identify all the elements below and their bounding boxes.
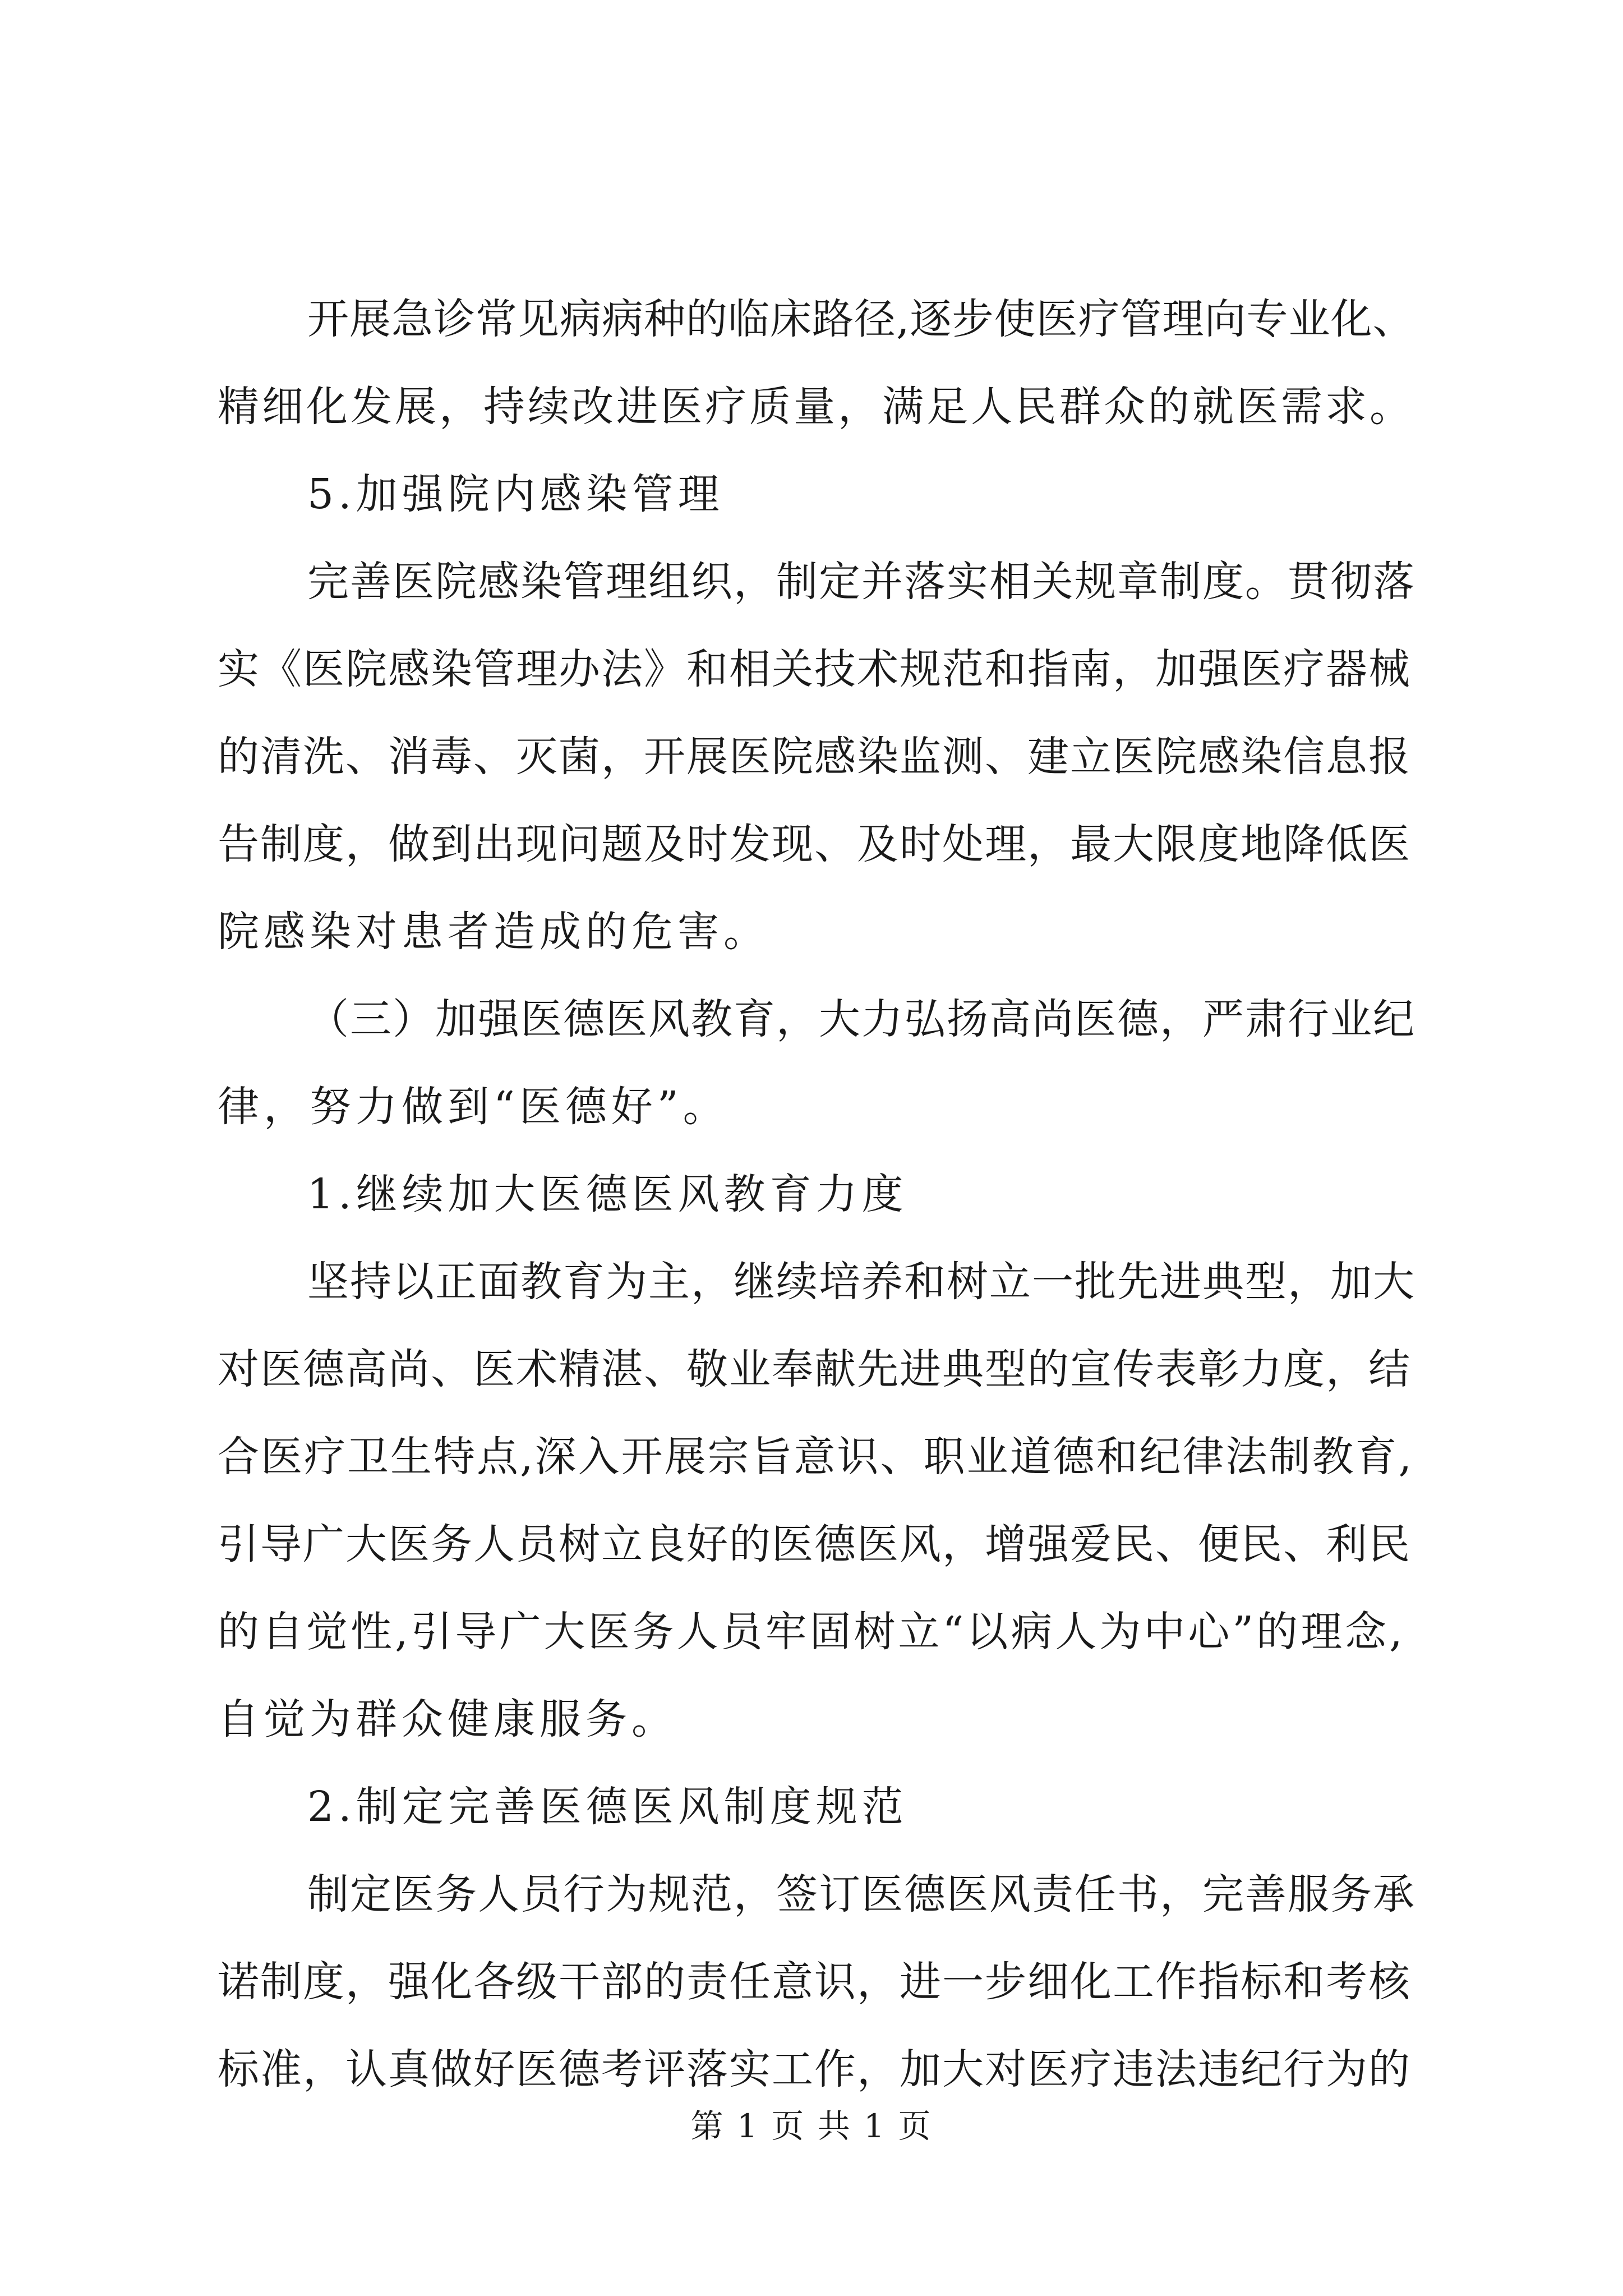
document-line: 制定医务人员行为规范，签订医德医风责任书，完善服务承 [307, 1870, 1415, 1918]
document-line: 律，努力做到“医德好”。 [218, 1083, 729, 1131]
document-line: 完善医院感染管理组织，制定并落实相关规章制度。贯彻落 [307, 558, 1415, 606]
document-line: （三）加强医德医风教育，大力弘扬高尚医德，严肃行业纪 [307, 995, 1415, 1043]
document-line: 开展急诊常见病病种的临床路径,逐步使医疗管理向专业化、 [307, 295, 1415, 343]
document-line: 自觉为群众健康服务。 [218, 1695, 677, 1743]
document-line: 的自觉性,引导广大医务人员牢固树立“以病人为中心”的理念, [218, 1608, 1405, 1656]
document-line: 对医德高尚、医术精湛、敬业奉献先进典型的宣传表彰力度，结 [218, 1345, 1411, 1393]
document-line: 5.加强院内感染管理 [307, 470, 724, 518]
document-line: 坚持以正面教育为主，继续培养和树立一批先进典型，加大 [307, 1258, 1415, 1306]
document-line: 2.制定完善医德医风制度规范 [307, 1783, 908, 1831]
document-line: 院感染对患者造成的危害。 [218, 908, 769, 956]
document-line: 引导广大医务人员树立良好的医德医风，增强爱民、便民、利民 [218, 1520, 1411, 1568]
document-body [218, 297, 1418, 2135]
document-line: 合医疗卫生特点,深入开展宗旨意识、职业道德和纪律法制教育, [218, 1433, 1414, 1481]
document-line: 诺制度，强化各级干部的责任意识，进一步细化工作指标和考核 [218, 1958, 1411, 2006]
document-line: 告制度，做到出现问题及时发现、及时处理，最大限度地降低医 [218, 820, 1411, 868]
document-line: 精细化发展，持续改进医疗质量，满足人民群众的就医需求。 [218, 383, 1414, 431]
document-line: 实《医院感染管理办法》和相关技术规范和指南，加强医疗器械 [218, 645, 1411, 693]
document-line: 标准，认真做好医德考评落实工作，加大对医疗违法违纪行为的 [218, 2045, 1411, 2093]
document-line: 1.继续加大医德医风教育力度 [307, 1170, 908, 1218]
page-footer: 第 1 页 共 1 页 [690, 2107, 933, 2145]
document-line: 的清洗、消毒、灭菌，开展医院感染监测、建立医院感染信息报 [218, 733, 1411, 781]
